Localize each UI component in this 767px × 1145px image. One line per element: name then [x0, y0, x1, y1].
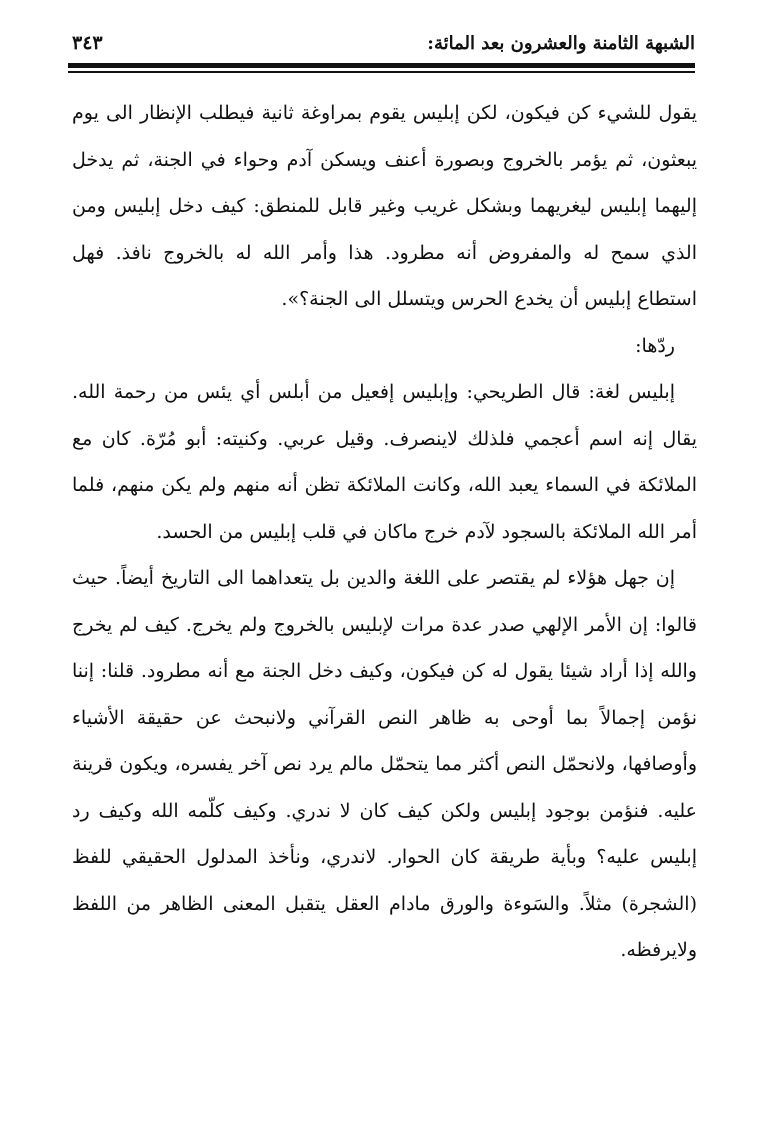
page-header — [72, 26, 695, 60]
header-rule-thick — [68, 63, 695, 68]
paragraph-reply-heading: ردّها: — [635, 334, 675, 357]
header-rule-thin — [68, 71, 695, 73]
running-header-title: الشبهة الثامنة والعشرون بعد المائة: — [427, 32, 695, 54]
paragraph-2: إبليس لغة: قال الطريحي: وإبليس إفعيل من أبلس أي يئس من رحمة الله. يقال إنه اسم أعجمي فلذلك لاينصرف. وقيل عربي. وكنيته: أبو مُرّة. كان مع الملائكة في السماء يعبد الله، وكانت الملائكة تظن أنه منهم ولم يكن منهم، فلما أمر الله الملائكة بالسجود لآدم خرج ماكان في قلب إبليس من الحسد. — [72, 381, 697, 543]
page-number: ٣٤٣ — [72, 32, 103, 54]
paragraph-3: إن جهل هؤلاء لم يقتصر على اللغة والدين بل يتعداهما الى التاريخ أيضاً. حيث قالوا: إن الأمر الإلهي صدر عدة مرات لإبليس بالخروج ولم يخرج. كيف لم يخرج والله إذا أراد شيئا يقول له كن فيكون، وكيف دخل الجنة مع أنه مطرود. قلنا: إننا نؤمن إجمالاً بما أوحى به ظاهر النص القرآني ولانبحث عن حقيقة الأشياء وأوصافها، ولانحمّل النص أكثر مما يتحمّل مالم يرد نص آخر يفسره، ويكون قرينة عليه. فنؤمن بوجود إبليس ولكن كيف كان لا ندري. وكيف كلّمه الله وكيف رد إبليس عليه؟ وبأية طريقة كان الحوار. لاندري، ونأخذ المدلول الحقيقي للفظ (الشجرة) مثلاً. والسَوءة والورق مادام العقل يتقبل المعنى الظاهر من اللفظ ولايرفظه. — [72, 567, 697, 961]
body-text — [72, 90, 697, 974]
paragraph-1: يقول للشيء كن فيكون، لكن إبليس يقوم بمراوغة ثانية فيطلب الإنظار الى يوم يبعثون، ثم يؤمر بالخروج وبصورة أعنف ويسكن آدم وحواء في الجنة، ثم يدخل إليهما إبليس ليغريهما وبشكل غريب وغير قابل للمنطق: كيف دخل إبليس ومن الذي سمح له والمفروض أنه مطرود. هذا وأمر الله له بالخروج نافذ. فهل استطاع إبليس أن يخدع الحرس ويتسلل الى الجنة؟». — [72, 102, 697, 310]
